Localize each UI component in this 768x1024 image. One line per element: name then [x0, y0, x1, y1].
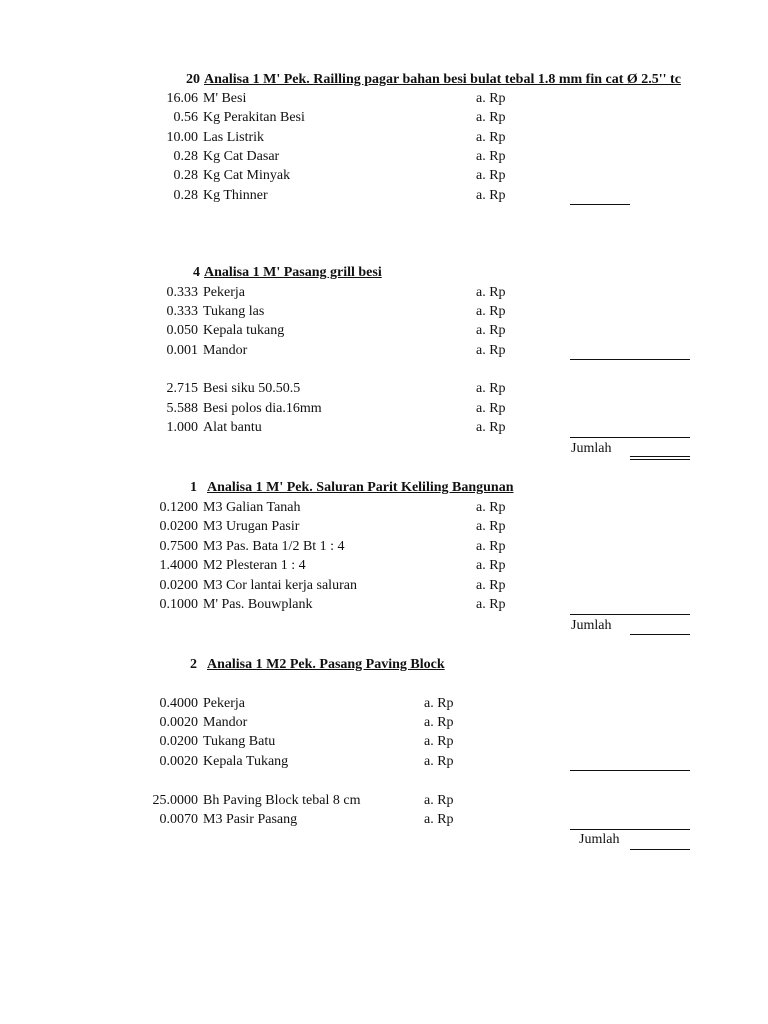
quantity: 10.00 — [166, 130, 198, 145]
total-label: Jumlah — [579, 832, 620, 847]
item-description: Alat bantu — [203, 420, 262, 435]
section-title: Analisa 1 M' Pek. Railling pagar bahan besi bulat tebal 1.8 mm fin cat Ø 2.5'' tc — [204, 72, 681, 87]
item-description: Kepala Tukang — [203, 754, 289, 769]
price-label: a. Rp — [476, 401, 506, 416]
table-row — [0, 752, 768, 772]
quantity: 0.0070 — [159, 812, 198, 827]
section-number: 20 — [186, 72, 200, 87]
item-description: Kg Cat Dasar — [203, 149, 280, 164]
price-label: a. Rp — [476, 578, 506, 593]
table-row — [0, 399, 768, 419]
price-label: a. Rp — [424, 734, 454, 749]
section-header — [0, 263, 768, 283]
price-label: a. Rp — [476, 304, 506, 319]
item-description: Kg Thinner — [203, 188, 268, 203]
quantity: 0.0020 — [159, 715, 198, 730]
total-label: Jumlah — [571, 441, 612, 456]
item-description: Mandor — [203, 343, 248, 358]
item-description: Besi siku 50.50.5 — [203, 381, 301, 396]
quantity: 0.1200 — [159, 500, 198, 515]
quantity: 25.0000 — [152, 793, 198, 808]
quantity: 5.588 — [166, 401, 198, 416]
subtotal-rule — [570, 770, 690, 771]
total-label: Jumlah — [571, 618, 612, 633]
table-row — [0, 810, 768, 830]
table-row — [0, 713, 768, 733]
total-rule — [630, 849, 690, 850]
subtotal-rule — [570, 614, 690, 615]
item-description: M' Besi — [203, 91, 247, 106]
quantity: 0.333 — [166, 304, 198, 319]
quantity: 16.06 — [166, 91, 198, 106]
quantity: 0.56 — [173, 110, 198, 125]
table-row — [0, 89, 768, 109]
table-row — [0, 418, 768, 438]
section-title: Analisa 1 M' Pasang grill besi — [204, 265, 382, 280]
subtotal-rule — [570, 437, 690, 438]
price-label: a. Rp — [476, 149, 506, 164]
item-description: M3 Pasir Pasang — [203, 812, 298, 827]
item-description: M2 Plesteran 1 : 4 — [203, 558, 306, 573]
quantity: 0.001 — [166, 343, 198, 358]
table-row — [0, 537, 768, 557]
table-row — [0, 791, 768, 811]
item-description: M3 Galian Tanah — [203, 500, 301, 515]
quantity: 1.000 — [166, 420, 198, 435]
table-row — [0, 576, 768, 596]
quantity: 0.28 — [173, 168, 198, 183]
price-label: a. Rp — [476, 323, 506, 338]
item-description: Tukang Batu — [203, 734, 276, 749]
quantity: 0.0200 — [159, 734, 198, 749]
table-row — [0, 302, 768, 322]
section-header — [0, 478, 768, 498]
quantity: 0.7500 — [159, 539, 198, 554]
quantity: 1.4000 — [159, 558, 198, 573]
item-description: Las Listrik — [203, 130, 265, 145]
total-rule — [630, 634, 690, 635]
quantity: 2.715 — [166, 381, 198, 396]
table-row — [0, 128, 768, 148]
subtotal-rule — [570, 359, 690, 360]
table-row — [0, 595, 768, 615]
item-description: Bh Paving Block tebal 8 cm — [203, 793, 361, 808]
item-description: Pekerja — [203, 285, 245, 300]
price-label: a. Rp — [424, 812, 454, 827]
quantity: 0.4000 — [159, 696, 198, 711]
total-rule — [630, 456, 690, 457]
item-description: M3 Pas. Bata 1/2 Bt 1 : 4 — [203, 539, 345, 554]
price-label: a. Rp — [424, 754, 454, 769]
price-label: a. Rp — [476, 500, 506, 515]
table-row — [0, 341, 768, 361]
item-description: Pekerja — [203, 696, 245, 711]
price-label: a. Rp — [476, 343, 506, 358]
table-row — [0, 694, 768, 714]
price-label: a. Rp — [476, 381, 506, 396]
total-row — [0, 616, 768, 636]
price-label: a. Rp — [476, 168, 506, 183]
item-description: M3 Cor lantai kerja saluran — [203, 578, 357, 593]
item-description: M' Pas. Bouwplank — [203, 597, 313, 612]
quantity: 0.1000 — [159, 597, 198, 612]
total-double-rule — [630, 459, 690, 460]
price-label: a. Rp — [476, 558, 506, 573]
total-row — [0, 830, 768, 850]
section-header — [0, 70, 768, 90]
quantity: 0.0200 — [159, 519, 198, 534]
table-row — [0, 556, 768, 576]
quantity: 0.28 — [173, 188, 198, 203]
quantity: 0.28 — [173, 149, 198, 164]
price-label: a. Rp — [476, 539, 506, 554]
table-row — [0, 498, 768, 518]
price-label: a. Rp — [476, 188, 506, 203]
table-row — [0, 517, 768, 537]
quantity: 0.050 — [166, 323, 198, 338]
price-label: a. Rp — [424, 793, 454, 808]
price-label: a. Rp — [424, 715, 454, 730]
item-description: Mandor — [203, 715, 248, 730]
section-title: Analisa 1 M2 Pek. Pasang Paving Block — [207, 657, 445, 672]
section-number: 4 — [193, 265, 200, 280]
table-row — [0, 108, 768, 128]
subtotal-rule — [570, 204, 630, 205]
table-row — [0, 147, 768, 167]
quantity: 0.333 — [166, 285, 198, 300]
table-row — [0, 166, 768, 186]
item-description: Besi polos dia.16mm — [203, 401, 322, 416]
item-description: Tukang las — [203, 304, 265, 319]
item-description: Kg Perakitan Besi — [203, 110, 305, 125]
price-label: a. Rp — [476, 91, 506, 106]
table-row — [0, 186, 768, 206]
section-header — [0, 655, 768, 675]
quantity: 0.0020 — [159, 754, 198, 769]
price-label: a. Rp — [476, 110, 506, 125]
section-number: 2 — [190, 657, 197, 672]
table-row — [0, 283, 768, 303]
price-label: a. Rp — [476, 130, 506, 145]
price-label: a. Rp — [476, 420, 506, 435]
price-label: a. Rp — [424, 696, 454, 711]
table-row — [0, 321, 768, 341]
section-number: 1 — [190, 480, 197, 495]
price-label: a. Rp — [476, 519, 506, 534]
price-label: a. Rp — [476, 597, 506, 612]
table-row — [0, 379, 768, 399]
table-row — [0, 732, 768, 752]
price-label: a. Rp — [476, 285, 506, 300]
item-description: Kg Cat Minyak — [203, 168, 291, 183]
section-title: Analisa 1 M' Pek. Saluran Parit Keliling Bangunan — [207, 480, 514, 495]
quantity: 0.0200 — [159, 578, 198, 593]
item-description: Kepala tukang — [203, 323, 285, 338]
item-description: M3 Urugan Pasir — [203, 519, 300, 534]
